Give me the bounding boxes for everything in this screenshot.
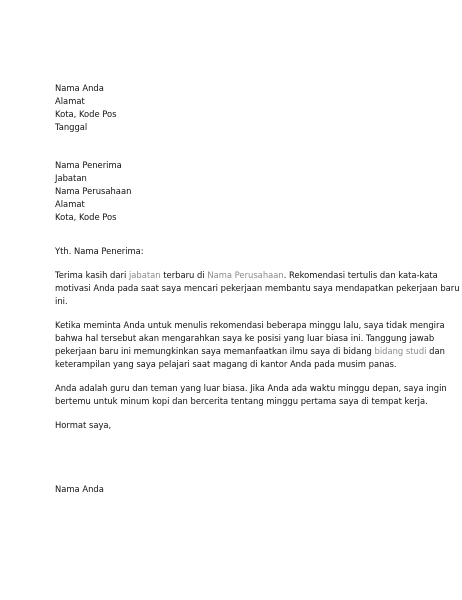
recipient-city-postcode: Kota, Kode Pos bbox=[55, 212, 117, 222]
spacer bbox=[55, 224, 407, 245]
recipient-company: Nama Perusahaan bbox=[55, 186, 132, 196]
paragraph-line bbox=[55, 345, 445, 358]
paragraph-line: ini. bbox=[55, 296, 68, 306]
paragraph-thanks bbox=[55, 269, 460, 308]
field-of-study-placeholder: bidang studi bbox=[374, 346, 427, 356]
spacer bbox=[55, 408, 407, 419]
text-run: Terima kasih dari bbox=[55, 270, 129, 280]
recipient-title: Jabatan bbox=[55, 173, 87, 183]
paragraph-line: bahwa hal tersebut akan mengarahkan saya ke posisi yang luar biasa ini. Tanggung jawab bbox=[55, 333, 435, 343]
paragraph-line: bertemu untuk minum kopi dan bercerita tentang minggu pertama saya di tempat kerja. bbox=[55, 396, 428, 406]
paragraph-recommendation bbox=[55, 319, 445, 371]
letter-content bbox=[55, 82, 460, 496]
recipient-name: Nama Penerima bbox=[55, 160, 122, 170]
sender-city-postcode: Kota, Kode Pos bbox=[55, 109, 117, 119]
paragraph-line: Anda adalah guru dan teman yang luar biasa. Jika Anda ada waktu minggu depan, saya ingin bbox=[55, 383, 447, 393]
text-run: terbaru di bbox=[160, 270, 208, 280]
sender-address: Alamat bbox=[55, 96, 85, 106]
spacer bbox=[55, 371, 407, 382]
letter-date: Tanggal bbox=[55, 122, 88, 132]
salutation: Yth. Nama Penerima: bbox=[55, 246, 144, 256]
spacer bbox=[55, 258, 407, 269]
job-title-placeholder: jabatan bbox=[128, 270, 161, 280]
recipient-address: Alamat bbox=[55, 199, 85, 209]
text-run: dan bbox=[426, 346, 445, 356]
paragraph-invitation bbox=[55, 382, 447, 408]
text-run: pekerjaan baru ini memungkinkan saya memanfaatkan ilmu saya di bidang bbox=[55, 346, 375, 356]
sender-block bbox=[55, 82, 407, 134]
paragraph-line: motivasi Anda pada saat saya mencari pekerjaan membantu saya mendapatkan pekerjaan baru bbox=[55, 283, 460, 293]
spacer bbox=[55, 134, 407, 159]
spacer bbox=[55, 308, 407, 319]
paragraph-line: keterampilan yang saya pelajari saat magang di kantor Anda pada musim panas. bbox=[55, 359, 397, 369]
paragraph-line bbox=[55, 269, 438, 282]
closing: Hormat saya, bbox=[55, 420, 112, 430]
sender-name: Nama Anda bbox=[55, 83, 104, 93]
signature-space bbox=[55, 432, 407, 483]
company-name-placeholder: Nama Perusahaan bbox=[207, 270, 284, 280]
recipient-block bbox=[55, 159, 407, 224]
signature-name: Nama Anda bbox=[55, 484, 104, 494]
paragraph-line: Ketika meminta Anda untuk menulis rekomendasi beberapa minggu lalu, saya tidak mengira bbox=[55, 320, 445, 330]
text-run: . Rekomendasi tertulis dan kata-kata bbox=[283, 270, 438, 280]
